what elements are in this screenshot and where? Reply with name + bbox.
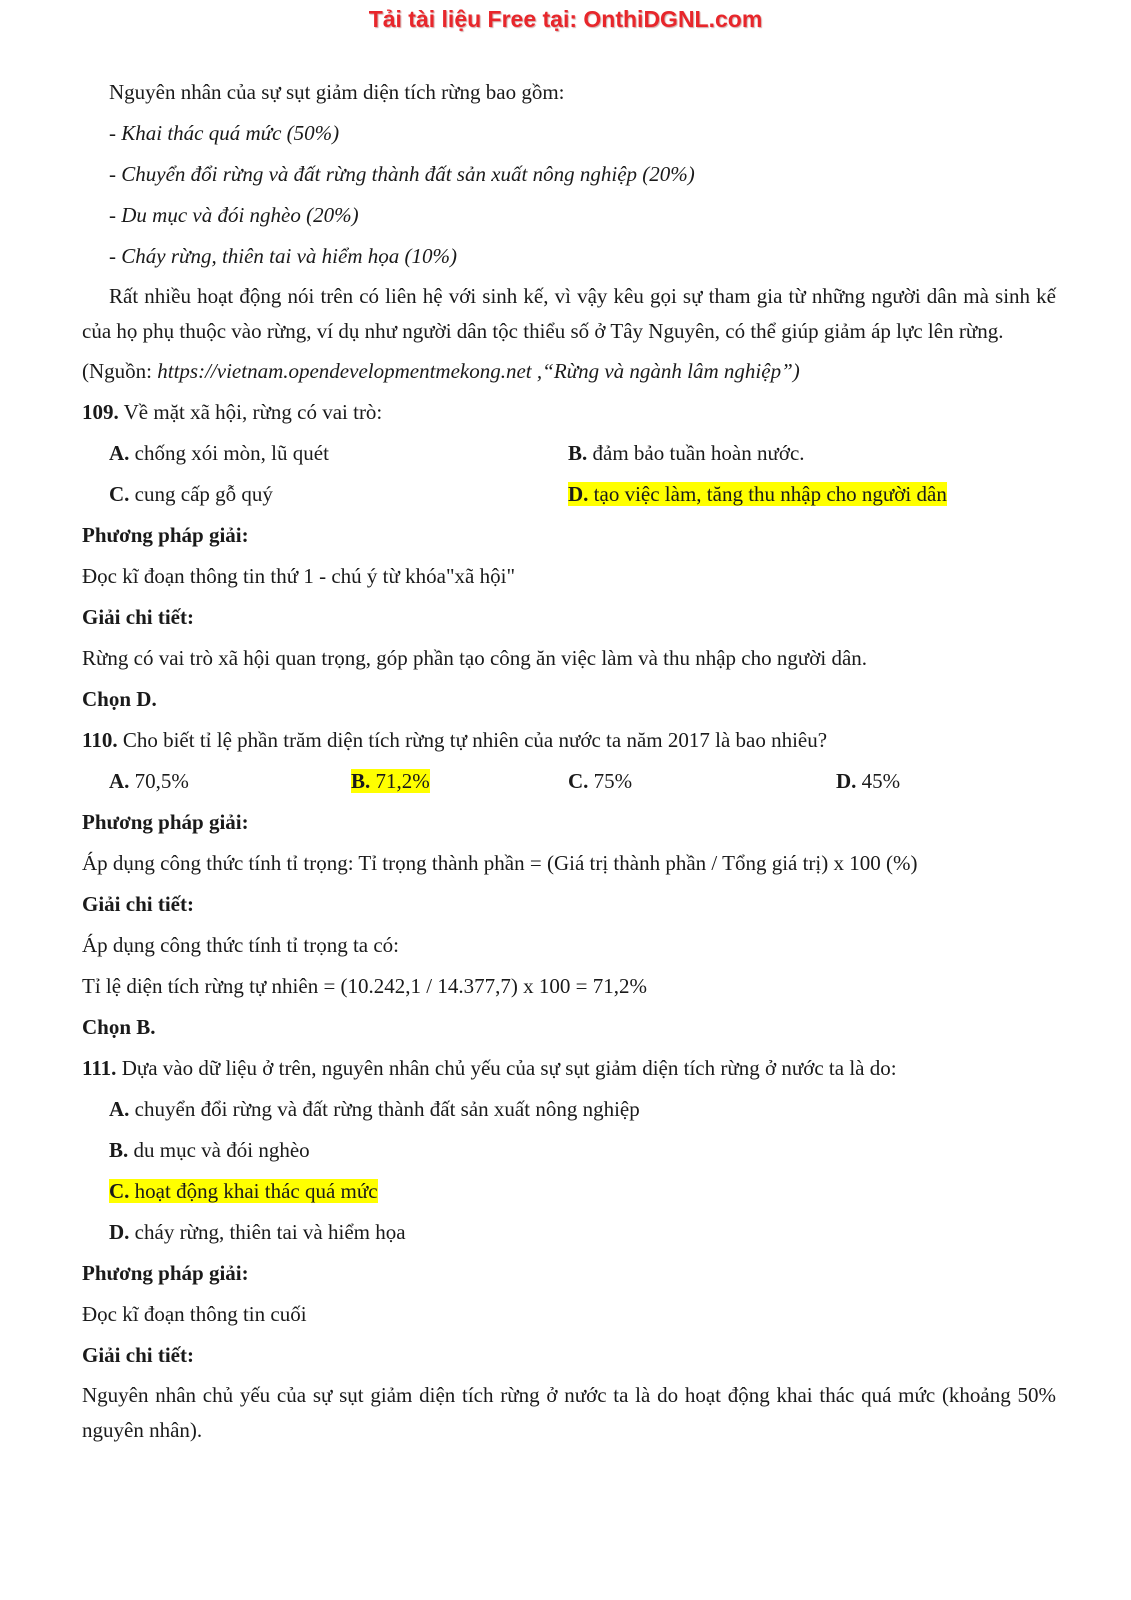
detail-text: Áp dụng công thức tính tỉ trọng ta có: [82, 933, 399, 957]
correct-answer-highlight: B. 71,2% [351, 769, 430, 793]
detail-text: Nguyên nhân chủ yếu của sự sụt giảm diện tích rừng ở nước ta là do hoạt động khai thác quá mức (khoảng 50% nguyên nhân). [82, 1383, 1056, 1442]
cause-item: - Khai thác quá mức (50%) [109, 121, 340, 145]
source-prefix: (Nguồn: [82, 359, 158, 383]
method-text: Đọc kĩ đoạn thông tin thứ 1 - chú ý từ khóa"xã hội" [82, 564, 516, 588]
download-banner[interactable]: Tải tài liệu Free tại: OnthiDGNL.com [368, 6, 763, 32]
question-number: 110. [82, 728, 118, 752]
cause-item: - Cháy rừng, thiên tai và hiểm họa (10%) [109, 244, 457, 268]
option-a[interactable]: A. 70,5% [109, 769, 189, 793]
method-text: Áp dụng công thức tính tỉ trọng: Tỉ trọng thành phần = (Giá trị thành phần / Tổng giá trị) x 100 (%) [82, 851, 918, 875]
question-110 [82, 722, 1056, 763]
intro-paragraph: Rất nhiều hoạt động nói trên có liên hệ với sinh kế, vì vậy kêu gọi sự tham gia từ những người dân mà sinh kế của họ phụ thuộc vào rừng, ví dụ như người dân tộc thiểu số ở Tây Nguyên, có thể giúp giảm áp lực lên rừng. [82, 284, 1056, 343]
option-c[interactable] [82, 1173, 1056, 1214]
answer-choice: Chọn B. [82, 1015, 156, 1039]
source-title: ,“Rừng và ngành lâm nghiệp”) [531, 359, 800, 383]
option-b[interactable] [351, 763, 568, 804]
detail-text: Rừng có vai trò xã hội quan trọng, góp phần tạo công ăn việc làm và thu nhập cho người dân. [82, 646, 868, 670]
detail-label: Giải chi tiết: [82, 1343, 194, 1367]
detail-label: Giải chi tiết: [82, 605, 194, 629]
options-row [82, 763, 1056, 804]
option-d[interactable]: D. 45% [836, 769, 901, 793]
cause-item: - Du mục và đói nghèo (20%) [109, 203, 359, 227]
question-text: Cho biết tỉ lệ phần trăm diện tích rừng tự nhiên của nước ta năm 2017 là bao nhiêu? [117, 728, 828, 752]
method-text: Đọc kĩ đoạn thông tin cuối [82, 1302, 307, 1326]
method-label: Phương pháp giải: [82, 523, 249, 547]
question-number: 109. [82, 400, 119, 424]
correct-answer-highlight: D. tạo việc làm, tăng thu nhập cho người dân [568, 482, 947, 506]
cause-item: - Chuyển đổi rừng và đất rừng thành đất sản xuất nông nghiệp (20%) [109, 162, 695, 186]
detail-label: Giải chi tiết: [82, 892, 194, 916]
option-b[interactable]: B. đảm bảo tuần hoàn nước. [568, 441, 805, 465]
question-text: Về mặt xã hội, rừng có vai trò: [118, 400, 383, 424]
intro-lead: Nguyên nhân của sự sụt giảm diện tích rừng bao gồm: [109, 80, 565, 104]
option-d[interactable]: D. cháy rừng, thiên tai và hiểm họa [109, 1220, 406, 1244]
option-a[interactable]: A. chống xói mòn, lũ quét [109, 441, 329, 465]
question-111 [82, 1050, 1056, 1091]
option-c[interactable]: C. cung cấp gỗ quý [109, 482, 273, 506]
detail-text: Tỉ lệ diện tích rừng tự nhiên = (10.242,1 / 14.377,7) x 100 = 71,2% [82, 974, 647, 998]
document-page [82, 74, 1056, 1448]
answer-choice: Chọn D. [82, 687, 157, 711]
options-row [82, 435, 1056, 476]
option-d[interactable] [568, 476, 947, 517]
method-label: Phương pháp giải: [82, 1261, 249, 1285]
source-url[interactable]: https://vietnam.opendevelopmentmekong.net [157, 359, 532, 383]
question-number: 111. [82, 1056, 117, 1080]
option-c[interactable]: C. 75% [568, 769, 633, 793]
question-text: Dựa vào dữ liệu ở trên, nguyên nhân chủ yếu của sự sụt giảm diện tích rừng ở nước ta là do: [116, 1056, 897, 1080]
option-b[interactable]: B. du mục và đói nghèo [109, 1138, 310, 1162]
question-109 [82, 394, 1056, 435]
options-row [82, 476, 1056, 517]
method-label: Phương pháp giải: [82, 810, 249, 834]
correct-answer-highlight: C. hoạt động khai thác quá mức [109, 1179, 378, 1203]
option-a[interactable]: A. chuyển đổi rừng và đất rừng thành đất sản xuất nông nghiệp [109, 1097, 640, 1121]
source-citation [82, 353, 1056, 394]
